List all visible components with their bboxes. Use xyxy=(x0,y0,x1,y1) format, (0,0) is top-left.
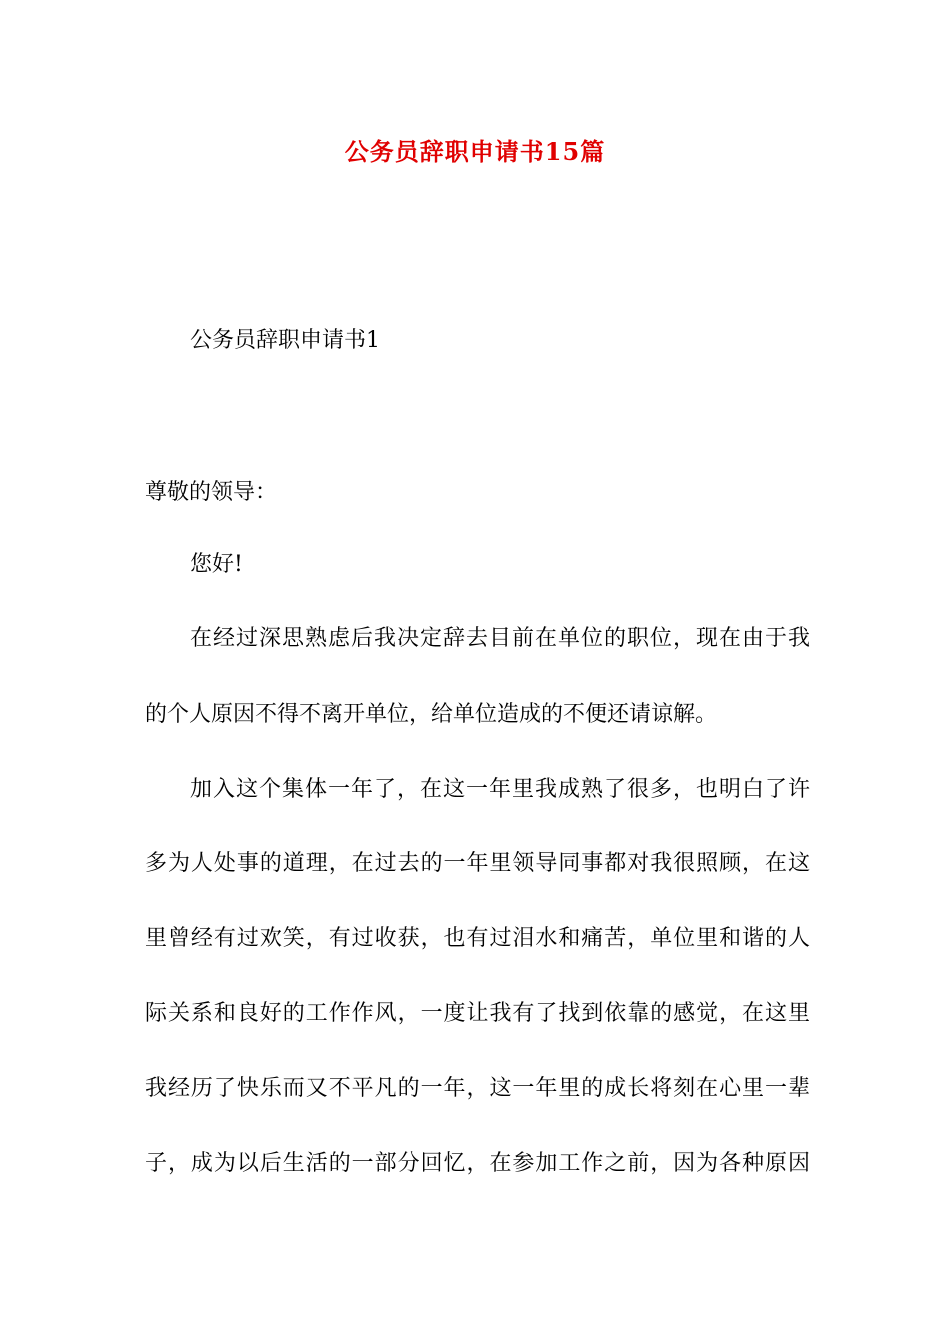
section-heading: 公务员辞职申请书1 xyxy=(190,328,380,353)
greeting: 您好! xyxy=(190,552,243,577)
paragraph-2-line-3: 里曾经有过欢笑，有过收获，也有过泪水和痛苦，单位里和谐的人 xyxy=(145,926,810,951)
paragraph-2-line-5: 我经历了快乐而又不平凡的一年，这一年里的成长将刻在心里一辈 xyxy=(145,1076,810,1101)
document-title: 公务员辞职申请书15篇 xyxy=(344,137,606,166)
paragraph-2-line-4: 际关系和良好的工作作风，一度让我有了找到依靠的感觉，在这里 xyxy=(145,1001,810,1026)
paragraph-1-line-1: 在经过深思熟虑后我决定辞去目前在单位的职位，现在由于我 xyxy=(190,626,810,651)
paragraph-2-line-1: 加入这个集体一年了，在这一年里我成熟了很多，也明白了许 xyxy=(190,777,810,802)
paragraph-2-line-6: 子，成为以后生活的一部分回忆，在参加工作之前，因为各种原因 xyxy=(145,1151,810,1176)
paragraph-2-line-2: 多为人处事的道理，在过去的一年里领导同事都对我很照顾，在这 xyxy=(145,851,810,876)
paragraph-1-line-2: 的个人原因不得不离开单位，给单位造成的不便还请谅解。 xyxy=(145,702,718,727)
salutation: 尊敬的领导： xyxy=(145,480,278,505)
